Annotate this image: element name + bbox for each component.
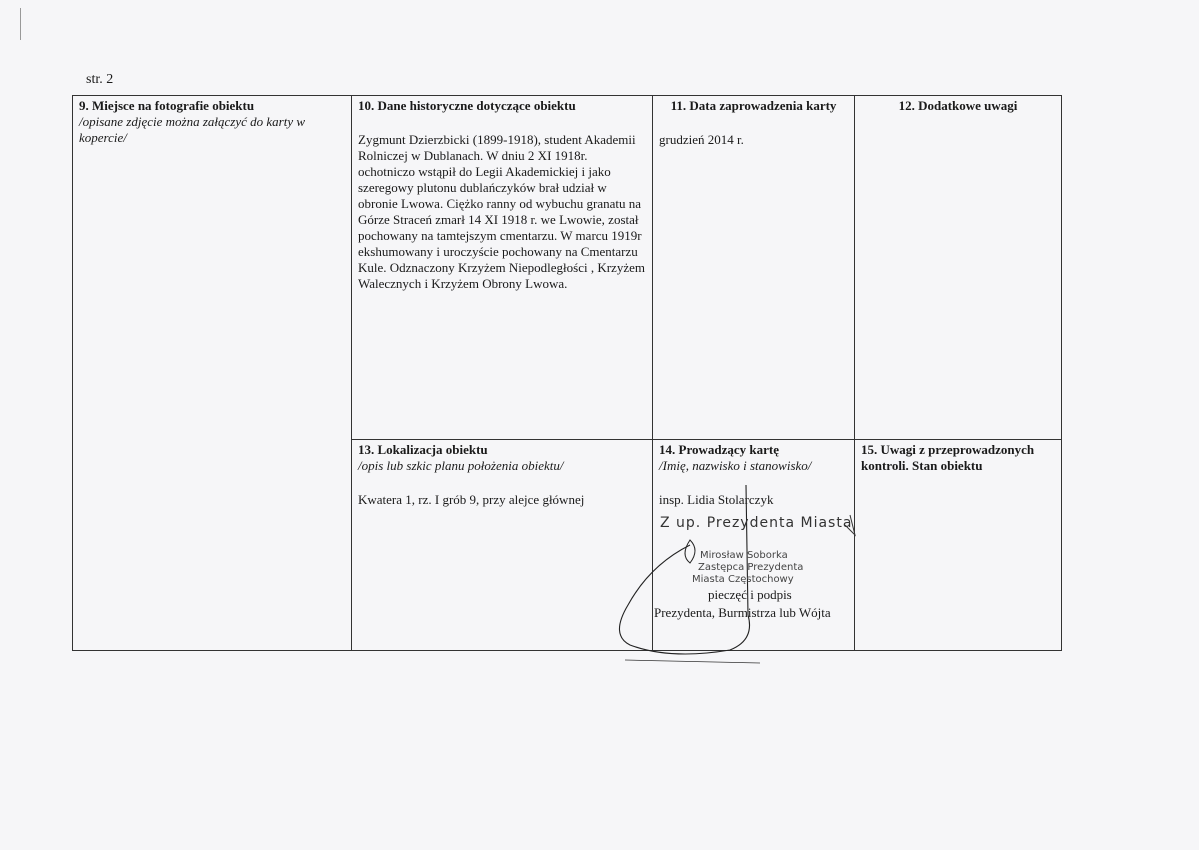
cell-history (352, 96, 653, 440)
remarks-title: 12. Dodatkowe uwagi (898, 98, 1018, 113)
keeper-value: insp. Lidia Stolarczyk (659, 492, 774, 507)
date-title: 11. Data zaprowadzenia karty (670, 98, 837, 113)
history-text: Zygmunt Dzierzbicki (1899-1918), student Akademii Rolniczej w Dublanach. W dniu 2 XI 1918r. ochotniczo wstąpił do Legii Akademickiej i jako szeregowy plutonu dublańczyków brał udział w obronie Lwowa. Ciężko ranny od wybuchu granatu na Górze Straceń zmarł 14 XI 1918 r. we Lwowie, został pochowany na tamtejszym cmentarzu. W marcu 1919r ekshumowany i uroczyście pochowany na Cmentarzu Kule. Odznaczony Krzyżem Niepodległości , Krzyżem Walecznych i Krzyżem Obrony Lwowa. (358, 132, 645, 291)
official-stamp-signature (550, 455, 870, 665)
keeper-title: 14. Prowadzący kartę (659, 442, 779, 457)
signature-label: pieczęć i podpis (708, 587, 792, 602)
photo-title: 9. Miejsce na fotografie obiektu (79, 98, 255, 113)
inspections-title: 15. Uwagi z przeprowadzonych kontroli. Stan obiektu (861, 442, 1035, 473)
stamp-city: Miasta Częstochowy (692, 574, 794, 585)
stamp-name: Mirosław Soborka (700, 550, 788, 561)
location-value: Kwatera 1, rz. I grób 9, przy alejce głównej (358, 492, 585, 507)
keeper-note: /Imię, nazwisko i stanowisko/ (659, 458, 812, 473)
cell-photo (73, 96, 352, 651)
stamp-text: Z up. Prezydenta Miasta (660, 515, 853, 531)
stamp-role: Zastępca Prezydenta (698, 562, 804, 573)
location-note: /opis lub szkic planu położenia obiektu/ (358, 458, 564, 473)
signature-label-role: Prezydenta, Burmistrza lub Wójta (654, 605, 831, 620)
scan-margin-mark (20, 8, 21, 40)
history-title: 10. Dane historyczne dotyczące obiektu (358, 98, 576, 113)
cell-date (653, 96, 855, 440)
location-title: 13. Lokalizacja obiektu (358, 442, 488, 457)
date-value: grudzień 2014 r. (659, 132, 744, 147)
cell-inspections (855, 440, 1061, 651)
page-number: str. 2 (86, 72, 114, 87)
photo-note: /opisane zdjęcie można załączyć do karty w kopercie/ (79, 114, 306, 145)
cell-remarks (855, 96, 1061, 440)
